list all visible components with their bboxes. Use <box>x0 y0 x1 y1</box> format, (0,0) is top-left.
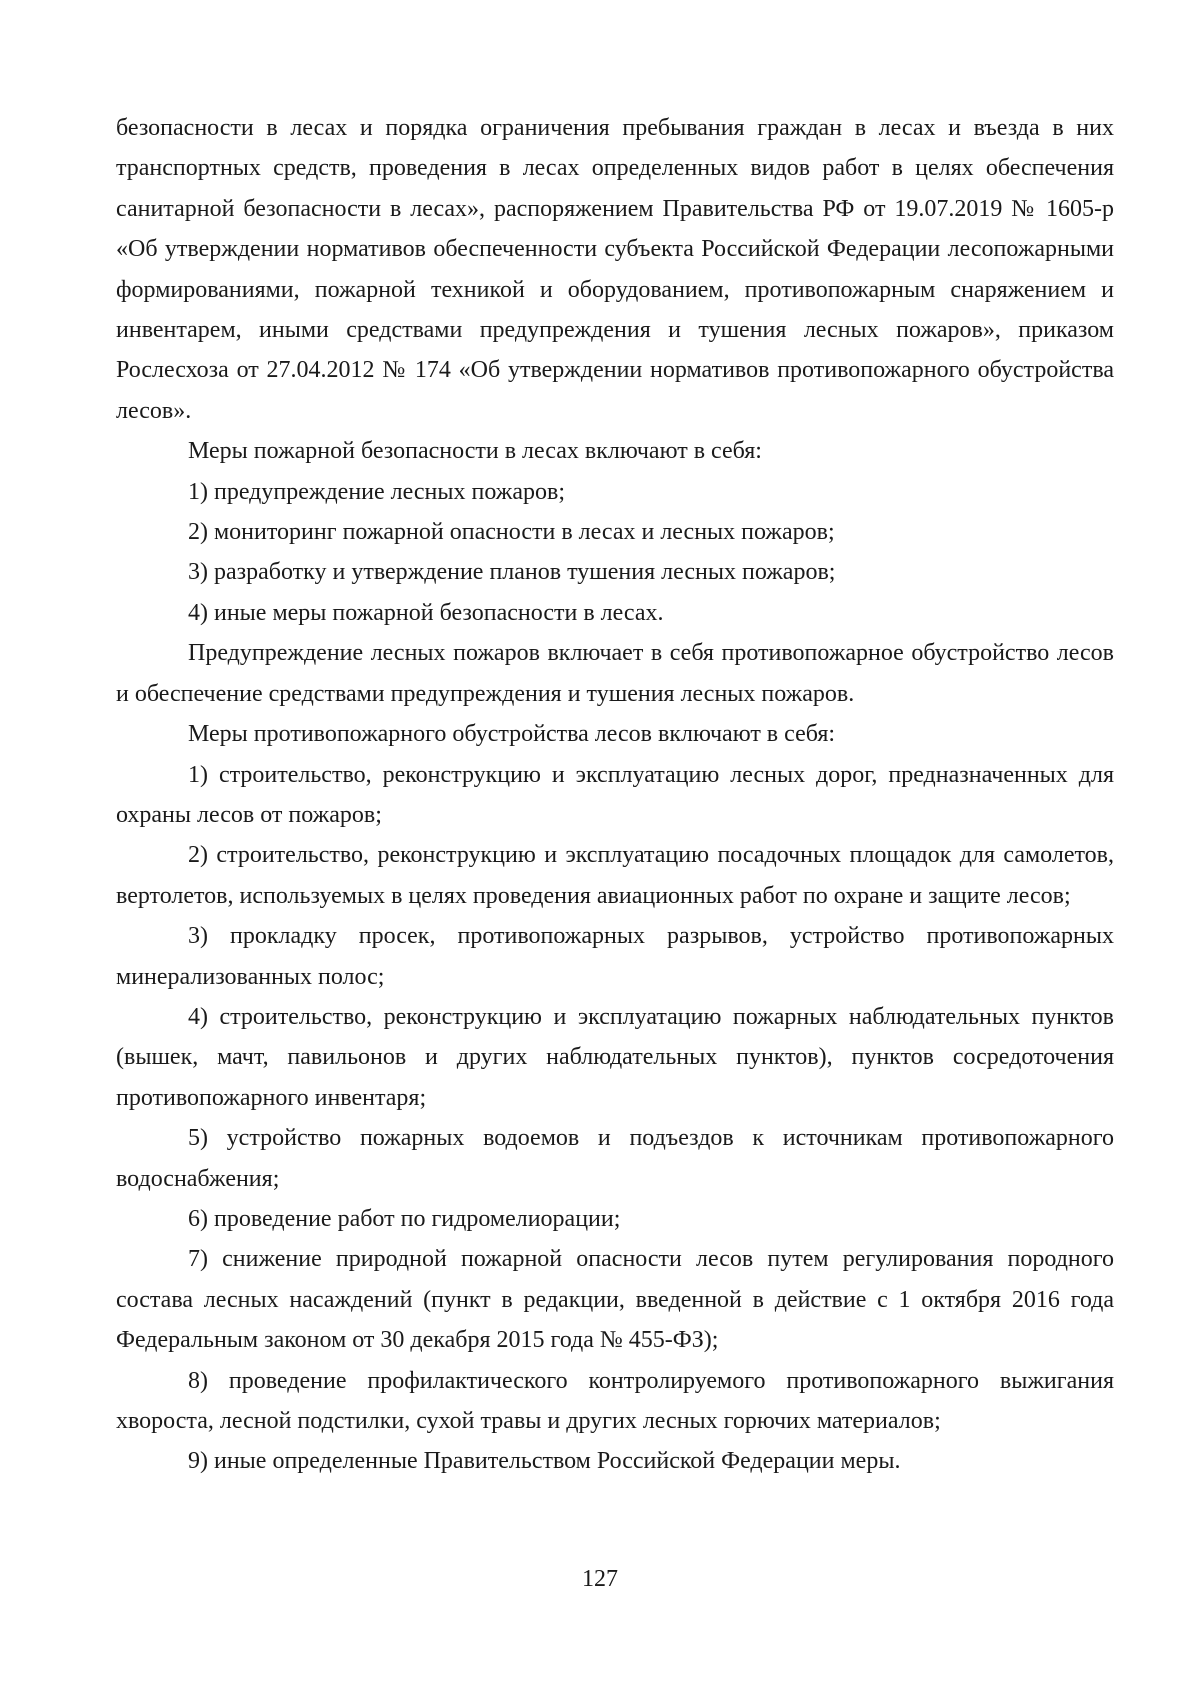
list-item-forest-roads: 1) строительство, реконструкцию и эксплуатацию лесных дорог, предназначенных для охраны лесов от пожаров; <box>116 761 1114 828</box>
paragraph-prevention-definition: Предупреждение лесных пожаров включает в себя противопожарное обустройство лесов и обеспечение средствами предупреждения и тушения лесных пожаров. <box>116 640 1114 707</box>
list-item-water-reservoirs: 5) устройство пожарных водоемов и подъездов к источникам противопожарного водоснабжения; <box>116 1125 1114 1192</box>
list-item-hydromelioration: 6) проведение работ по гидромелиорации; <box>188 1205 621 1232</box>
list-item-species-regulation: 7) снижение природной пожарной опасности лесов путем регулирования породного состава лесных насаждений (пункт в редакции, введенной в действие с 1 октября 2016 года Федеральным законом от 30 декабря 2015 года № 455-ФЗ); <box>116 1246 1114 1354</box>
document-body <box>116 108 1114 1482</box>
paragraph-arrangement-intro: Меры противопожарного обустройства лесов включают в себя: <box>188 721 836 748</box>
list-item-other-measures: 4) иные меры пожарной безопасности в лесах. <box>188 599 664 626</box>
list-item-monitoring: 2) мониторинг пожарной опасности в лесах и лесных пожаров; <box>188 519 835 546</box>
paragraph-continuation: безопасности в лесах и порядка ограничения пребывания граждан в лесах и въезда в них транспортных средств, проведения в лесах определенных видов работ в целях обеспечения санитарной безопасности в лесах», распоряжением Правительства РФ от 19.07.2019 № 1605-р «Об утверждении нормативов обеспеченности субъекта Российской Федерации лесопожарными формированиями, пожарной техникой и оборудованием, противопожарным снаряжением и инвентарем, иными средствами предупреждения и тушения лесных пожаров», приказом Рослесхоза от 27.04.2012 № 174 «Об утверждении нормативов противопожарного обустройства лесов». <box>116 115 1114 424</box>
list-item-government-measures: 9) иные определенные Правительством Российской Федерации меры. <box>188 1448 901 1475</box>
list-item-firebreaks: 3) прокладку просек, противопожарных разрывов, устройство противопожарных минерализованных полос; <box>116 923 1114 990</box>
page-number: 127 <box>582 1566 618 1592</box>
list-item-plans: 3) разработку и утверждение планов тушения лесных пожаров; <box>188 559 836 586</box>
list-item-landing-sites: 2) строительство, реконструкцию и эксплуатацию посадочных площадок для самолетов, вертолетов, используемых в целях проведения авиационных работ по охране и защите лесов; <box>116 842 1114 909</box>
paragraph-fire-safety-measures-intro: Меры пожарной безопасности в лесах включают в себя: <box>188 438 762 465</box>
list-item-controlled-burning: 8) проведение профилактического контролируемого противопожарного выжигания хвороста, лесной подстилки, сухой травы и других лесных горючих материалов; <box>116 1367 1114 1434</box>
list-item-prevention: 1) предупреждение лесных пожаров; <box>188 478 565 505</box>
list-item-observation-points: 4) строительство, реконструкцию и эксплуатацию пожарных наблюдательных пунктов (вышек, мачт, павильонов и других наблюдательных пунктов), пунктов сосредоточения противопожарного инвентаря; <box>116 1003 1114 1111</box>
